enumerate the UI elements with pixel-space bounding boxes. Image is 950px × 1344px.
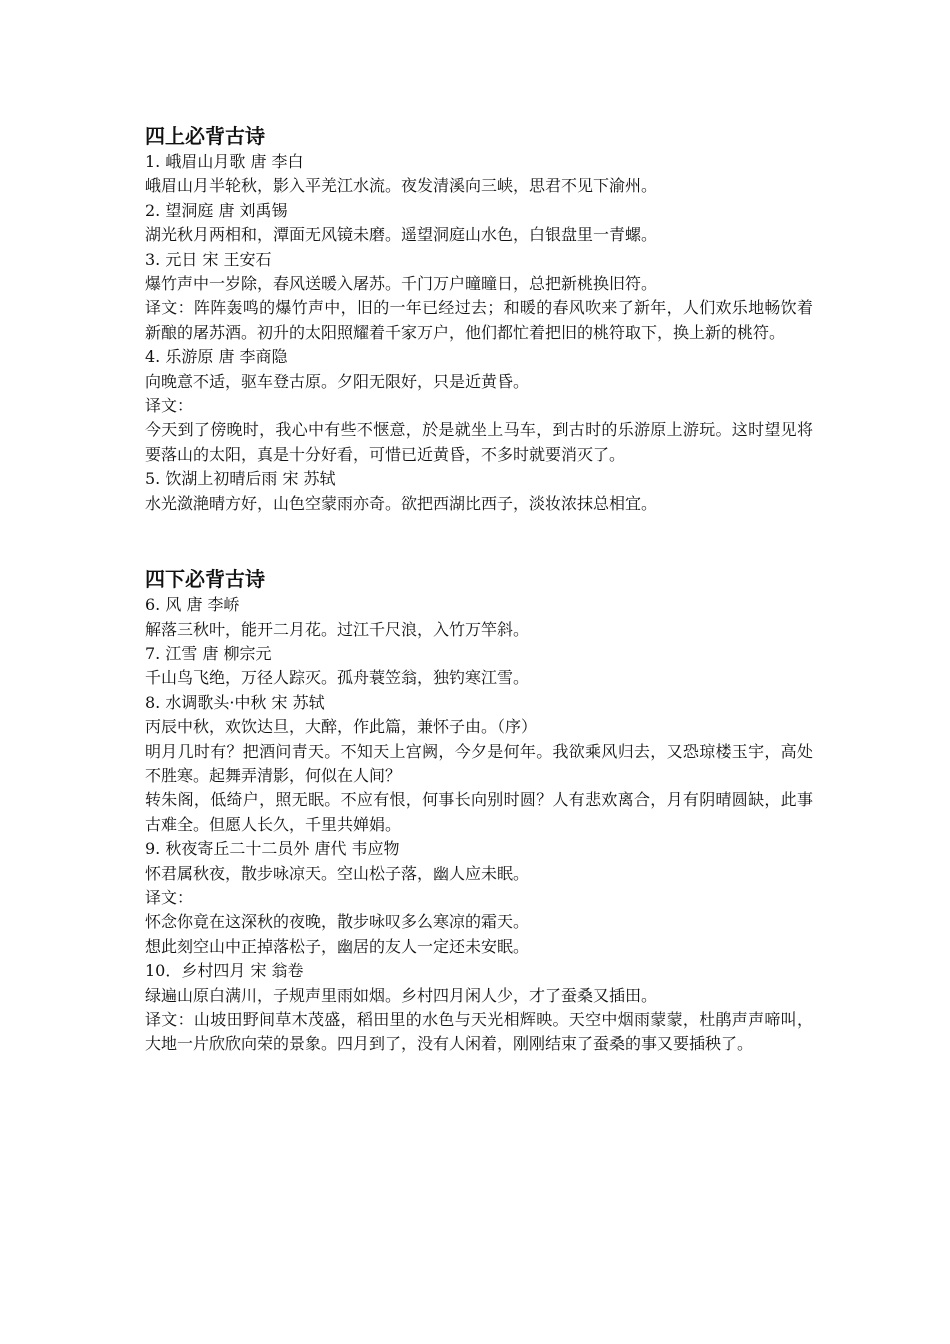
- poem-text: 绿遍山原白满川，子规声里雨如烟。乡村四月闲人少，才了蚕桑又插田。: [145, 985, 658, 1005]
- poem-text: 向晚意不适，驱车登古原。夕阳无限好，只是近黄昏。: [145, 371, 530, 391]
- translation-line: 怀念你竟在这深秋的夜晚，散步咏叹多么寒凉的霜天。: [145, 912, 530, 932]
- poem-text: 千山鸟飞绝，万径人踪灭。孤舟蓑笠翁，独钓寒江雪。: [145, 668, 530, 688]
- poem-heading: 2. 望洞庭 唐 刘禹锡: [145, 200, 288, 220]
- poem-heading: 6. 风 唐 李峤: [145, 595, 240, 615]
- poem-heading: 3. 元日 宋 王安石: [145, 249, 272, 269]
- poem-heading: 10．乡村四月 宋 翁卷: [145, 961, 304, 981]
- poem-heading: 5. 饮湖上初晴后雨 宋 苏轼: [145, 469, 336, 489]
- section-title: 四上必背古诗: [145, 124, 265, 148]
- section-autumn-term: [145, 122, 825, 516]
- poem-text: 解落三秋叶，能开二月花。过江千尺浪，入竹万竿斜。: [145, 619, 530, 639]
- poem-text: 水光潋滟晴方好，山色空蒙雨亦奇。欲把西湖比西子，淡妆浓抹总相宜。: [145, 493, 658, 513]
- translation-paragraph: 译文：阵阵轰鸣的爆竹声中，旧的一年已经过去；和暖的春风吹来了新年，人们欢乐地畅饮着新酿的屠苏酒。初升的太阳照耀着千家万户，他们都忙着把旧的桃符取下，换上新的桃符。: [145, 298, 813, 342]
- poem-heading: 8. 水调歌头·中秋 宋 苏轼: [145, 692, 325, 712]
- translation-line: 想此刻空山中正掉落松子，幽居的友人一定还未安眠。: [145, 936, 530, 956]
- poem-stanza: 转朱阁，低绮户，照无眠。不应有恨，何事长向别时圆？人有悲欢离合，月有阴晴圆缺，此事古难全。但愿人长久，千里共婵娟。: [145, 790, 813, 834]
- translation-paragraph: 今天到了傍晚时，我心中有些不惬意，於是就坐上马车，到古时的乐游原上游玩。这时望见将要落山的太阳，真是十分好看，可惜已近黄昏，不多时就要消灭了。: [145, 420, 813, 464]
- poem-heading: 9. 秋夜寄丘二十二员外 唐代 韦应物: [145, 839, 400, 859]
- poem-heading: 7. 江雪 唐 柳宗元: [145, 643, 272, 663]
- poem-heading: 4. 乐游原 唐 李商隐: [145, 347, 288, 367]
- translation-paragraph: 译文：山坡田野间草木茂盛，稻田里的水色与天光相辉映。天空中烟雨蒙蒙，杜鹃声声啼叫，大地一片欣欣向荣的景象。四月到了，没有人闲着，刚刚结束了蚕桑的事又要插秧了。: [145, 1010, 813, 1054]
- translation-label: 译文：: [145, 396, 194, 416]
- document-page: [145, 122, 825, 1057]
- poem-text: 湖光秋月两相和，潭面无风镜未磨。遥望洞庭山水色，白银盘里一青螺。: [145, 225, 658, 245]
- translation-label: 译文：: [145, 887, 194, 907]
- poem-preface: 丙辰中秋，欢饮达旦，大醉，作此篇，兼怀子由。（序）: [145, 717, 538, 737]
- poem-text: 峨眉山月半轮秋，影入平羌江水流。夜发清溪向三峡，思君不见下渝州。: [145, 176, 658, 196]
- section-title: 四下必背古诗: [145, 567, 265, 592]
- poem-heading: 1. 峨眉山月歌 唐 李白: [145, 152, 304, 171]
- poem-stanza: 明月几时有？把酒问青天。不知天上宫阙，今夕是何年。我欲乘风归去，又恐琼楼玉宇，高处不胜寒。起舞弄清影，何似在人间？: [145, 741, 813, 785]
- poem-text: 爆竹声中一岁除，春风送暖入屠苏。千门万户曈曈日，总把新桃换旧符。: [145, 274, 658, 294]
- section-spring-term: [145, 565, 825, 1057]
- poem-text: 怀君属秋夜，散步咏凉天。空山松子落，幽人应未眠。: [145, 863, 530, 883]
